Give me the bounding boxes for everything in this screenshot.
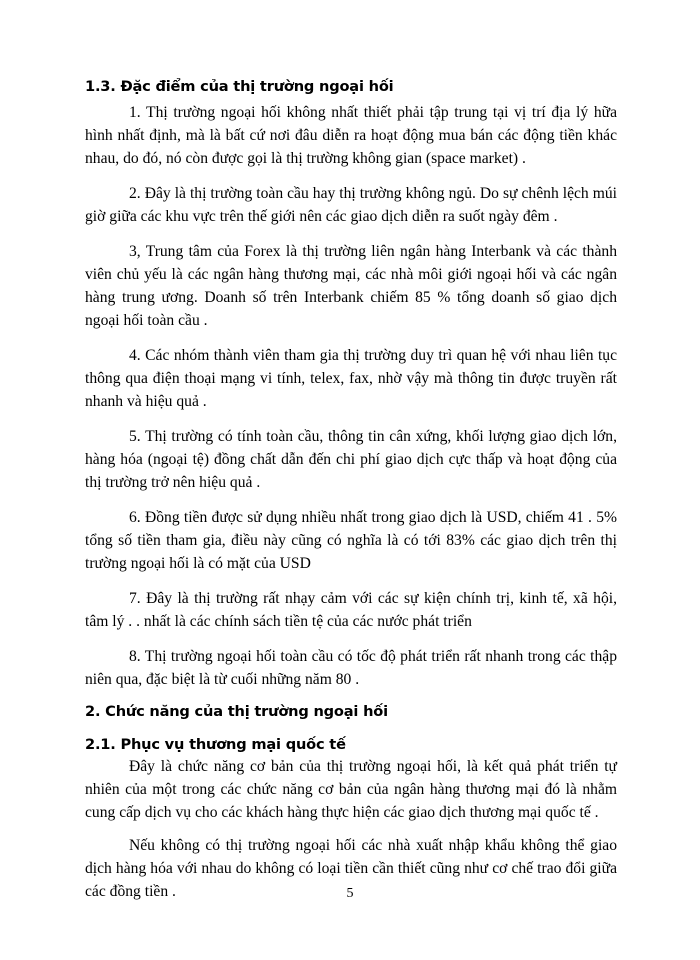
paragraph-1-3-5: 5. Thị trường có tính toàn cầu, thông tin cân xứng, khối lượng giao dịch lớn, hàng hóa (ngoại tệ) đồng chất dẫn đến chi phí giao dịch cực thấp và hoạt động của thị trường trở nên hiệu quả . xyxy=(85,428,617,491)
paragraph-1-3-3: 3, Trung tâm của Forex là thị trường liên ngân hàng Interbank và các thành viên chủ yếu là các ngân hàng thương mại, các nhà môi giới ngoại hối và các ngân hàng trung ương. Doanh số trên Interbank chiếm 85 % tổng doanh số giao dịch ngoại hối toàn cầu . xyxy=(85,243,617,329)
page-number: 5 xyxy=(346,886,354,901)
paragraph-1-3-4: 4. Các nhóm thành viên tham gia thị trường duy trì quan hệ với nhau liên tục thông qua điện thoại mạng vi tính, telex, fax, nhờ vậy mà thông tin được truyền rất nhanh và hiệu quả . xyxy=(85,347,617,410)
section-heading-2: 2. Chức năng của thị trường ngoại hối xyxy=(85,703,388,720)
section-heading-2-1: 2.1. Phục vụ thương mại quốc tế xyxy=(85,736,346,753)
paragraph-1-3-2: 2. Đây là thị trường toàn cầu hay thị trường không ngủ. Do sự chênh lệch múi giờ giữa các khu vực trên thế giới nên các giao dịch diễn ra suốt ngày đêm . xyxy=(85,185,617,225)
section-heading-1-3: 1.3. Đặc điểm của thị trường ngoại hối xyxy=(85,78,394,95)
paragraph-1-3-1: 1. Thị trường ngoại hối không nhất thiết phải tập trung tại vị trí địa lý hữa hình nhất định, mà là bất cứ nơi đâu diễn ra hoạt động mua bán các động tiền khác nhau, do đó, nó còn được gọi là thị trường không gian (space market) . xyxy=(85,104,617,167)
document-page xyxy=(85,78,617,915)
paragraph-2-1-2: Nếu không có thị trường ngoại hối các nhà xuất nhập khẩu không thể giao dịch hàng hóa với nhau do không có loại tiền cần thiết cũng như cơ chế trao đổi giữa các đồng tiền . xyxy=(85,837,617,900)
paragraph-2-1-1: Đây là chức năng cơ bản của thị trường ngoại hối, là kết quả phát triển tự nhiên của một trong các chức năng cơ bản của ngân hàng thương mại đó là nhằm cung cấp dịch vụ cho các khách hàng thực hiện các giao dịch thương mại quốc tế . xyxy=(85,758,617,821)
paragraph-1-3-8: 8. Thị trường ngoại hối toàn cầu có tốc độ phát triển rất nhanh trong các thập niên qua, đặc biệt là từ cuối những năm 80 . xyxy=(85,648,617,688)
paragraph-1-3-7: 7. Đây là thị trường rất nhạy cảm với các sự kiện chính trị, kinh tế, xã hội, tâm lý . . nhất là các chính sách tiền tệ của các nước phát triển xyxy=(85,590,617,630)
paragraph-1-3-6: 6. Đồng tiền được sử dụng nhiều nhất trong giao dịch là USD, chiếm 41 . 5% tổng số tiền tham gia, điều này cũng có nghĩa là có tới 83% các giao dịch trên thị trường ngoại hối là có mặt của USD xyxy=(85,509,617,572)
